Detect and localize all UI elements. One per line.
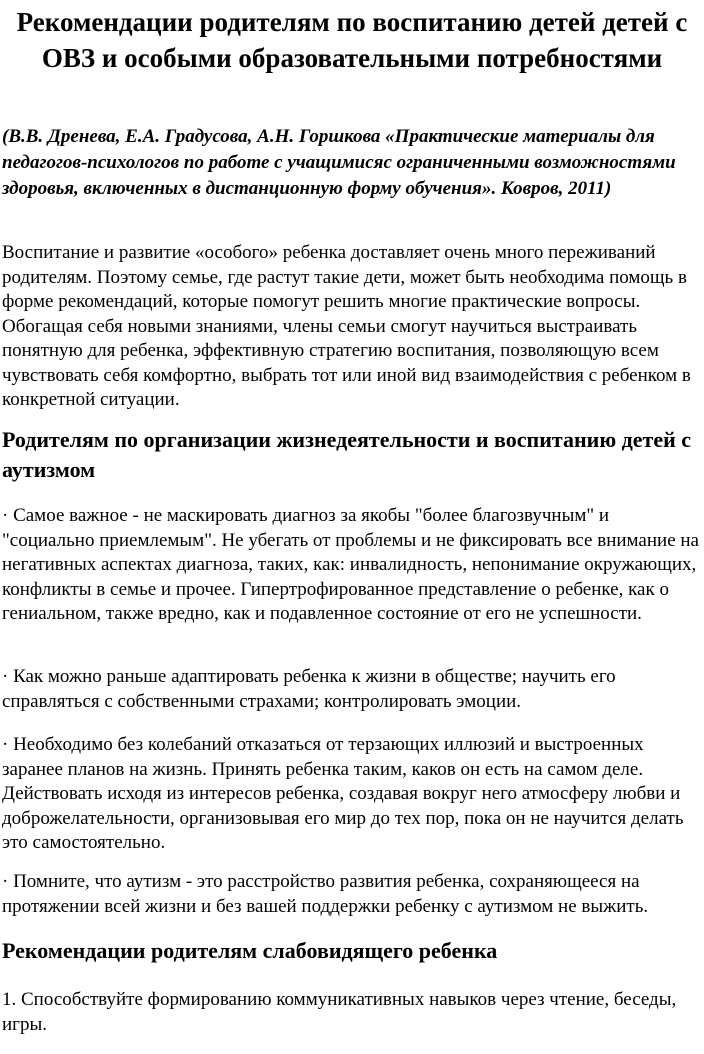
citation: (В.В. Дренева, Е.А. Градусова, А.Н. Горшкова «Практические материалы для педагогов-психологов по работе с учащимисяс ограниченными возможностями здоровья, включенных в дистанционную форму обучения». Ковров, 2011) (2, 126, 676, 199)
autism-item-4: · Помните, что аутизм - это расстройство развития ребенка, сохраняющееся на протяжении всей жизни и без вашей поддержки ребенку с аутизмом не выжить. (2, 871, 649, 917)
section-heading-visually-impaired: Рекомендации родителям слабовидящего ребенка (2, 938, 498, 963)
intro-paragraph: Воспитание и развитие «особого» ребенка доставляет очень много переживаний родителям. Поэтому семье, где растут такие дети, может быть необходима помощь в форме рекомендаций, которые помогут решить многие практические вопросы. Обогащая себя новыми знаниями, члены семьи смогут научиться выстраивать понятную для ребенка, эффективную стратегию воспитания, позволяющую всем чувствовать себя комфортно, выбрать тот или иной вид взаимодействия с ребенком в конкретной ситуации. (2, 242, 691, 410)
autism-item-1: · Самое важное - не маскировать диагноз за якобы "более благозвучным" и "социально приемлемым". Не убегать от проблемы и не фиксировать все внимание на негативных аспектах диагноза, таких, как: инвалидность, непонимание окружающих, конфликты в семье и прочее. Гипертрофированное представление о ребенке, как о гениальном, также вредно, как и подавленное состояние от его не успешности. (2, 505, 699, 624)
section-heading-autism: Родителям по организации жизнедеятельности и воспитанию детей с аутизмом (2, 427, 692, 482)
document-title: Рекомендации родителям по воспитанию детей детей с ОВЗ и особыми образовательными потребностями (16, 7, 688, 73)
visually-impaired-item-1: 1. Способствуйте формированию коммуникативных навыков через чтение, беседы, игры. (2, 989, 677, 1035)
autism-item-3: · Необходимо без колебаний отказаться от терзающих иллюзий и выстроенных заранее планов на жизнь. Принять ребенка таким, каков он есть на самом деле. Действовать исходя из интересов ребенка, создавая вокруг него атмосферу любви и доброжелательности, организовывая его мир до тех пор, пока он не научится делать это самостоятельно. (2, 734, 684, 853)
autism-item-2: · Как можно раньше адаптировать ребенка к жизни в обществе; научить его справляться с собственными страхами; контролировать эмоции. (2, 666, 616, 712)
